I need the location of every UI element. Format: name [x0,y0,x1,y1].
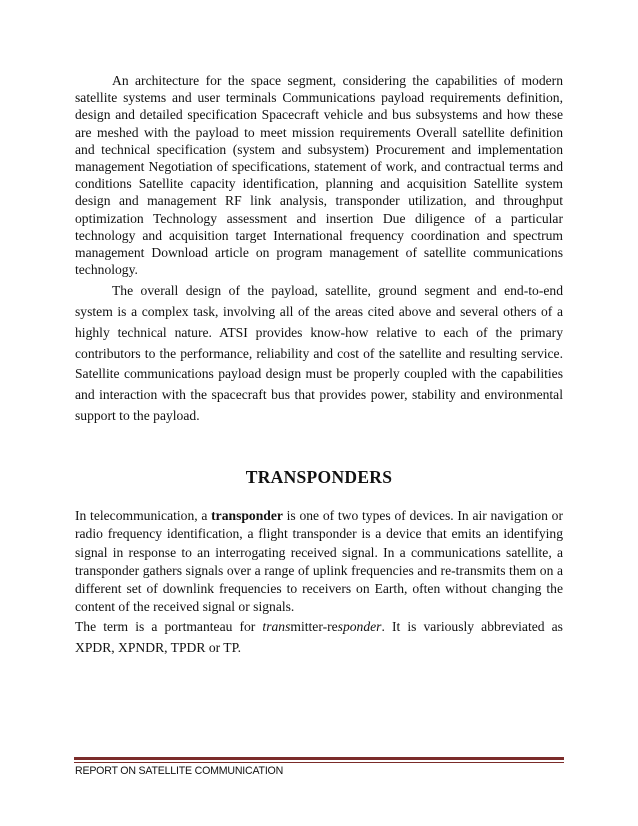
footer-rule-thick [74,757,564,760]
term-transponder: transponder [211,508,283,524]
footer-report-title: REPORT ON SATELLITE COMMUNICATION [75,765,284,777]
paragraph-architecture: An architecture for the space segment, considering the capabilities of modern satellite systems and user terminals Communications payload requirements definition, design and detailed specification Spacecraft vehicle and bus subsystems and how these are meshed with the payload to meet mission requirements Overall satellite definition and technical specification (system and subsystem) Procurement and implementation management Negotiation of specifications, statement of work, and contractual terms and conditions Satellite capacity identification, planning and acquisition Satellite system design and management RF link analysis, transponder utilization, and throughput optimization Technology assessment and insertion Due diligence of a particular technology and acquisition target International frequency coordination and spectrum management Download article on program management of satellite communications technology. [75,73,563,278]
paragraph-transponder-definition [75,507,563,616]
p3-text-before: In telecommunication, a [75,508,212,524]
p4-mitter: mitter- [290,618,328,634]
p3-text-after: is one of two types of devices. In air navigation or radio frequency identification, a flight transponder is a device that emits an identifying signal in response to an interrogating received signal. In a communications satellite, a transponder gathers signals over a range of uplink frequencies and re-transmits them on a different set of downlink frequencies to receivers on Earth, often without changing the content of the received signal or signals. [75,508,563,614]
p4-responder: responder [327,618,382,634]
paragraph-portmanteau [75,616,563,658]
p4-italic-trans: trans [262,618,291,634]
p4-text-before: The term is a portmanteau for [75,618,263,634]
paragraph-overall-design: The overall design of the payload, satellite, ground segment and end-to-end system is a complex task, involving all of the areas cited above and several others of a highly technical nature. ATSI provides know-how relative to each of the primary contributors to the performance, reliability and cost of the satellite and resulting service. Satellite communications payload design must be properly coupled with the capabilities and interaction with the spacecraft bus that provides power, stability and environmental support to the payload. [75,283,563,423]
footer-rule-thin [74,762,564,763]
section-heading-transponders: TRANSPONDERS [245,467,393,488]
page-body [75,72,563,658]
p4-text-after: . It is variously abbreviated as XPDR, XPNDR, TPDR or TP. [75,618,563,655]
